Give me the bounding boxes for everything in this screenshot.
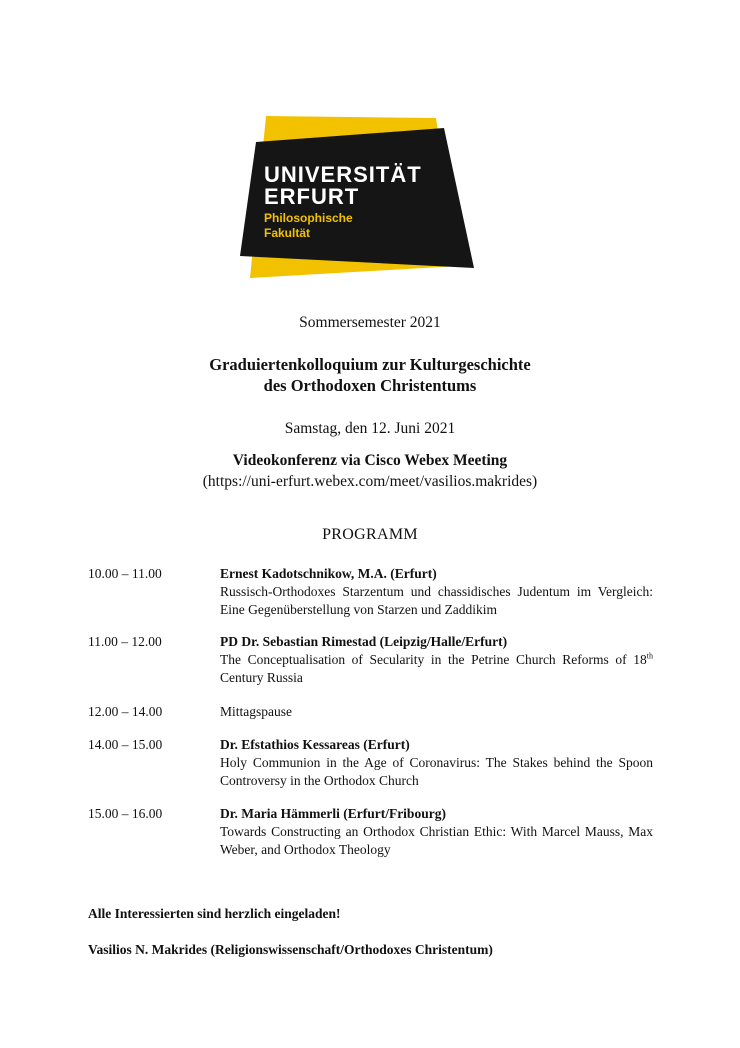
colloquium-title	[0, 354, 740, 396]
session-body	[220, 703, 653, 721]
invitation-text: Alle Interessierten sind herzlich eingeladen!	[88, 906, 341, 921]
session-speaker: Dr. Efstathios Kessareas (Erfurt)	[220, 737, 410, 752]
title-line1: Graduiertenkolloquium zur Kulturgeschichte	[209, 355, 531, 374]
logo-line3: Philosophische	[264, 211, 353, 225]
session-time: 10.00 – 11.00	[88, 566, 162, 581]
session-talk: Holy Communion in the Age of Coronavirus: The Stakes behind the Spoon Controversy in the Orthodox Church	[220, 755, 653, 788]
conference-info: Videokonferenz via Cisco Webex Meeting	[232, 452, 508, 469]
session-body	[220, 565, 653, 619]
title-line2: des Orthodoxen Christentums	[263, 376, 477, 395]
session-time: 12.00 – 14.00	[88, 704, 163, 719]
session-body	[220, 805, 653, 859]
session-speaker: PD Dr. Sebastian Rimestad (Leipzig/Halle/Erfurt)	[220, 634, 508, 649]
session-talk: Towards Constructing an Orthodox Christian Ethic: With Marcel Mauss, Max Weber, and Orthodox Theology	[220, 824, 653, 857]
session-time: 11.00 – 12.00	[88, 634, 162, 649]
logo-line1: UNIVERSITÄT	[264, 162, 422, 187]
organizer-text: Vasilios N. Makrides (Religionswissenschaft/Orthodoxes Christentum)	[88, 942, 493, 957]
talk-text-pre: The Conceptualisation of Secularity in the Petrine Church Reforms of 18	[220, 652, 647, 667]
logo-line4: Fakultät	[264, 226, 311, 240]
session-body	[220, 736, 653, 790]
session-time: 14.00 – 15.00	[88, 737, 163, 752]
event-date: Samstag, den 12. Juni 2021	[284, 420, 456, 437]
session-talk	[220, 651, 653, 687]
session-speaker: Ernest Kadotschnikow, M.A. (Erfurt)	[220, 566, 437, 581]
session-speaker: Dr. Maria Hämmerli (Erfurt/Fribourg)	[220, 806, 446, 821]
semester: Sommersemester 2021	[299, 314, 441, 331]
meeting-url[interactable]: (https://uni-erfurt.webex.com/meet/vasilios.makrides)	[202, 473, 538, 490]
session-body	[220, 633, 653, 687]
logo-line2: ERFURT	[264, 184, 360, 209]
session-time: 15.00 – 16.00	[88, 806, 163, 821]
break-label: Mittagspause	[220, 704, 292, 719]
session-talk: Russisch-Orthodoxes Starzentum und chassidisches Judentum im Vergleich: Eine Gegenüberstellung von Starzen und Zaddikim	[220, 584, 653, 617]
logo-graphic	[236, 116, 474, 284]
talk-superscript: th	[646, 651, 653, 661]
university-logo	[236, 116, 474, 284]
program-heading: PROGRAMM	[322, 526, 418, 543]
talk-text-post: Century Russia	[220, 670, 303, 685]
